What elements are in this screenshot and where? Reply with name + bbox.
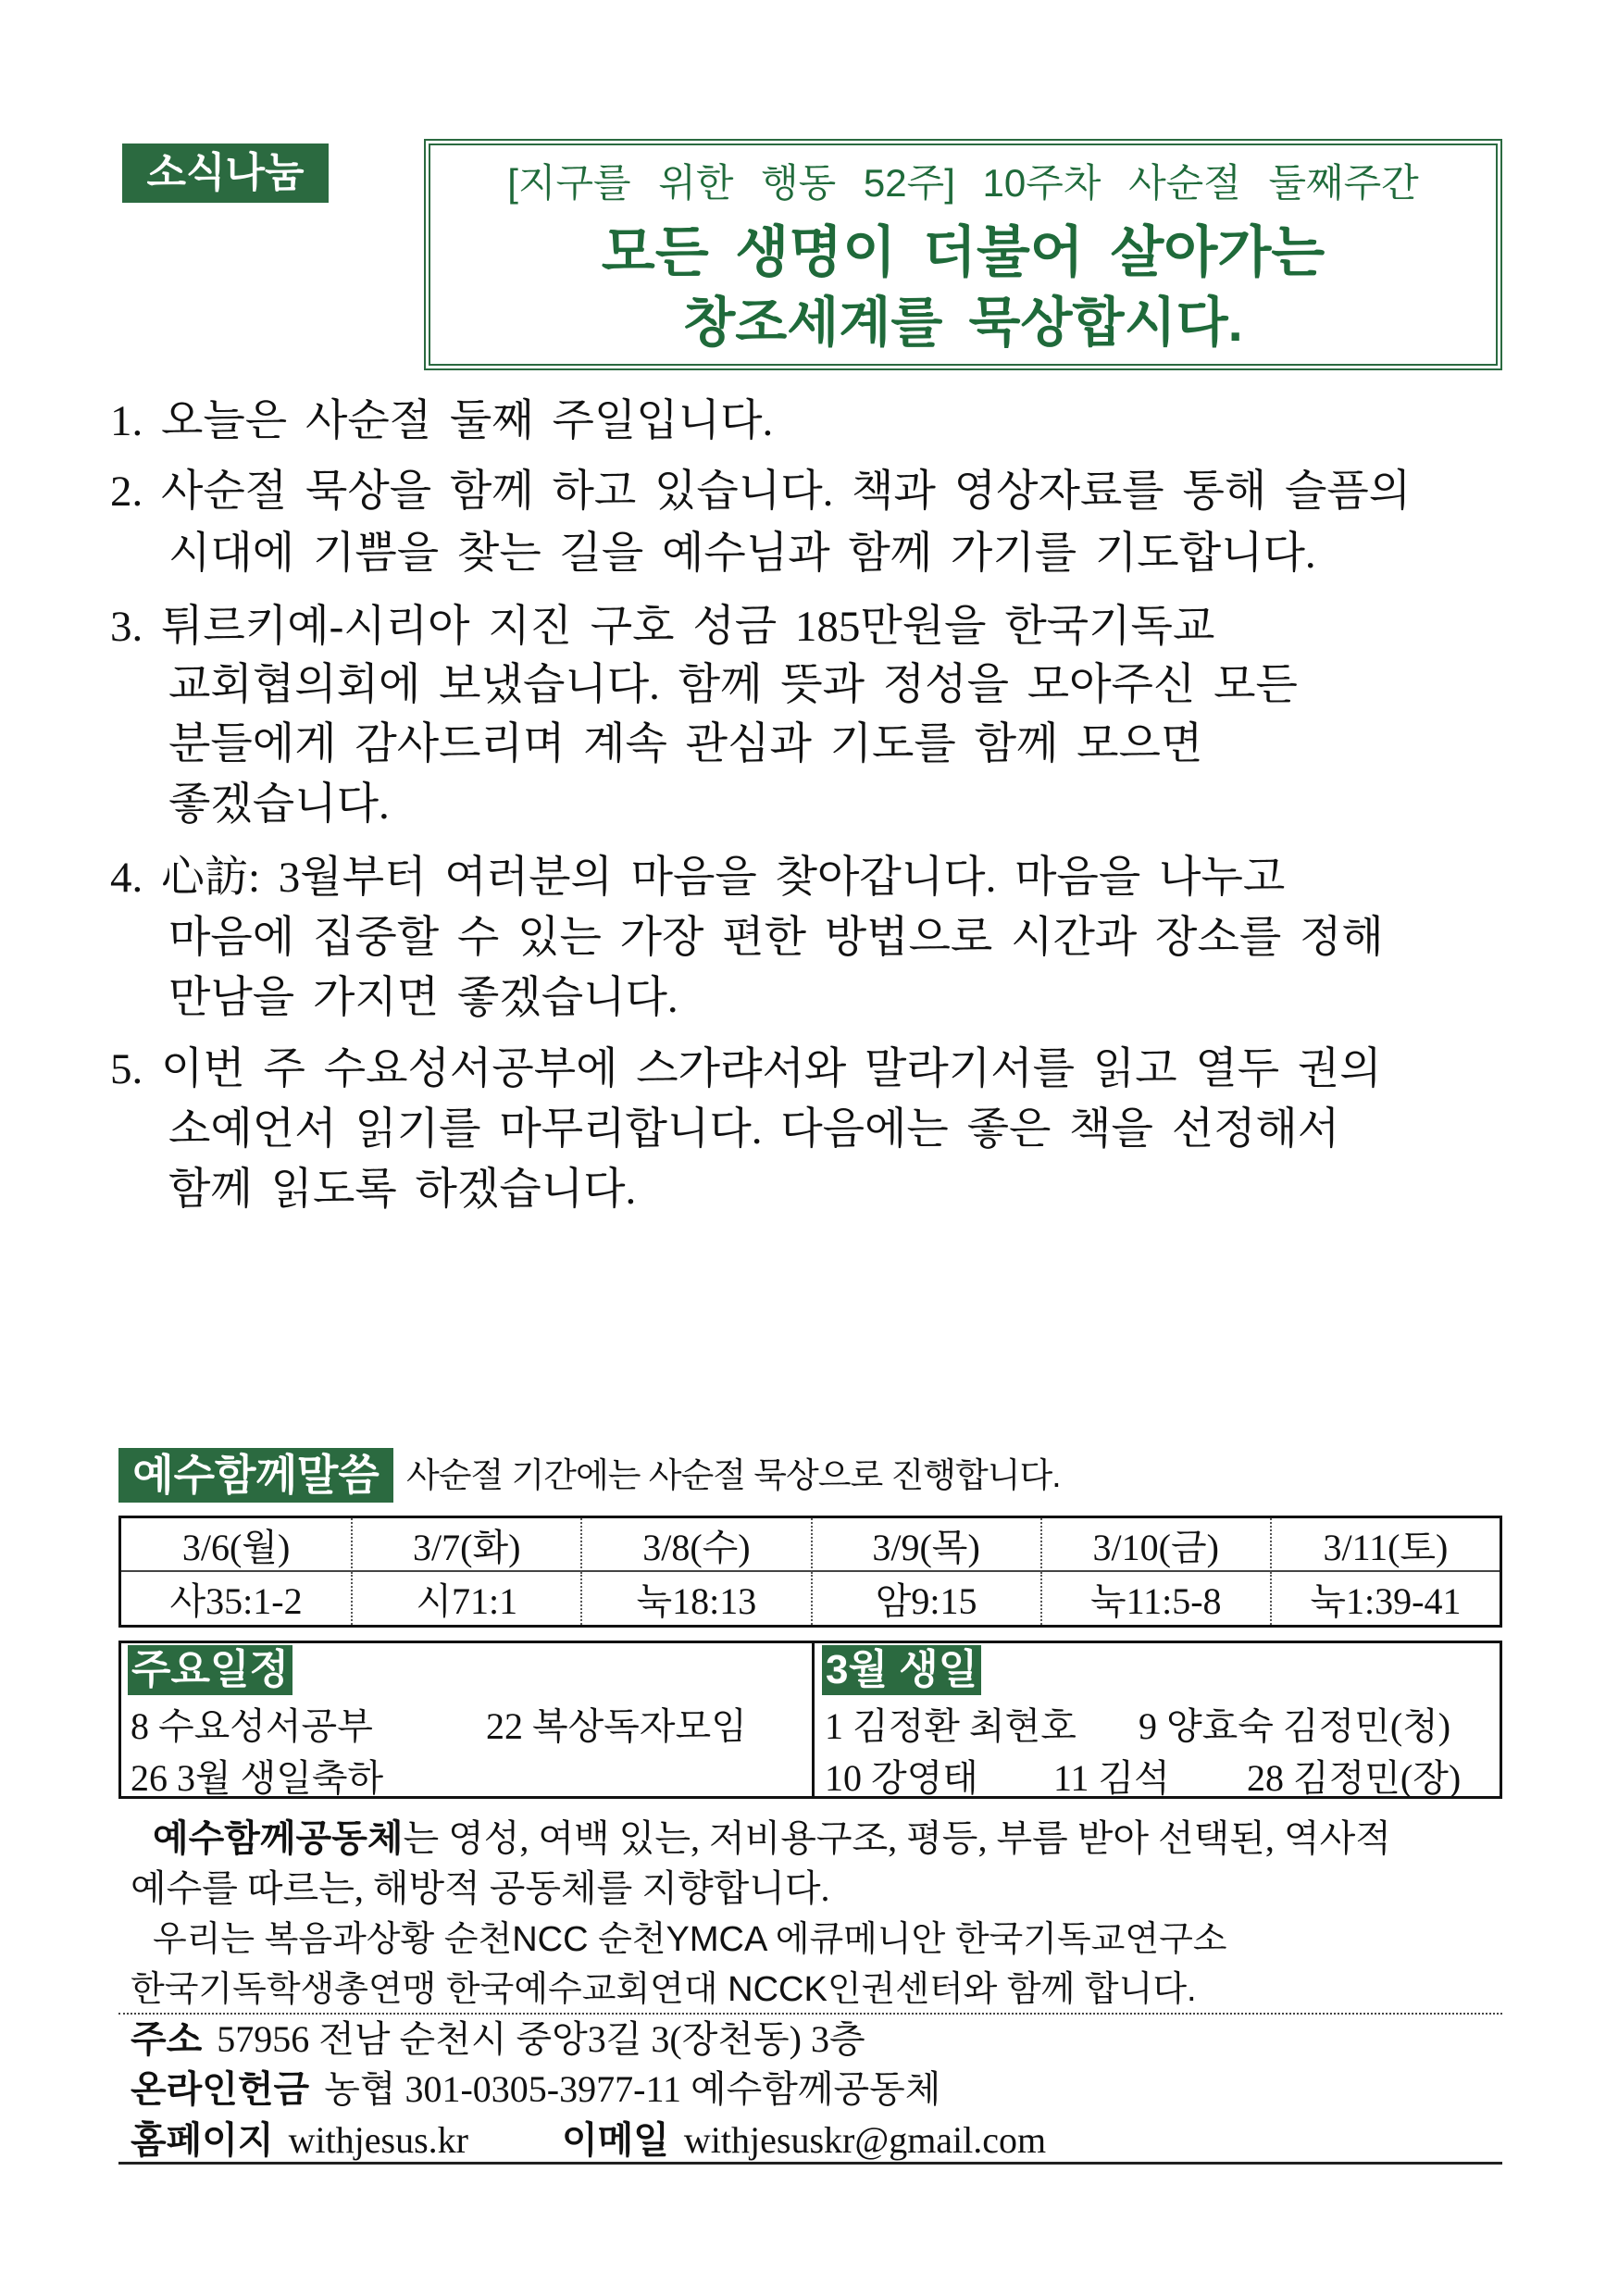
- email-line: [562, 2115, 1046, 2165]
- date-cell: 3/6(월): [121, 1518, 351, 1572]
- news-item-5-line: 소예언서 읽기를 마무리합니다. 다음에는 좋은 책을 선정해서: [168, 1105, 1340, 1154]
- birthday-entry: 28 김정민(장): [1247, 1757, 1462, 1799]
- offering-value: 농협 301-0305-3977-11 예수함께공동체: [324, 2068, 941, 2110]
- homepage-line: [131, 2115, 468, 2165]
- date-cell: 3/7(화): [351, 1518, 580, 1572]
- schedule-entry: 22 복상독자모임: [486, 1705, 747, 1747]
- schedule-label: 주요일정: [128, 1645, 292, 1695]
- news-item-3-line: 분들에게 감사드리며 계속 관심과 기도를 함께 모으면: [168, 720, 1203, 768]
- verse-cell: 암9:15: [811, 1572, 1040, 1625]
- scripture-table: [118, 1516, 1502, 1628]
- address-line: [131, 2015, 865, 2065]
- box-divider: [812, 1643, 815, 1796]
- verse-cell: 사35:1-2: [169, 1580, 303, 1622]
- homepage-value: withjesus.kr: [288, 2119, 468, 2161]
- news-item-4-line: 만남을 가지면 좋겠습니다.: [168, 974, 678, 1022]
- community-statement-text: 는 영성, 여백 있는, 저비용구조, 평등, 부름 받아 선택된, 역사적: [403, 1817, 1391, 1859]
- banner-subtitle: [지구를 위한 행동 52주] 10주차 사순절 둘째주간: [507, 161, 1419, 205]
- bottom-divider: [118, 2162, 1502, 2165]
- date-cell: 3/10(금): [1040, 1518, 1270, 1572]
- news-item-4-line: 마음에 집중할 수 있는 가장 편한 방법으로 시간과 장소를 정해: [168, 914, 1384, 962]
- community-statement-line: 예수를 따르는, 해방적 공동체를 지향합니다.: [131, 1867, 830, 1909]
- news-item-3-line: 3. 튀르키예-시리아 지진 구호 성금 185만원을 한국기독교: [110, 603, 1215, 651]
- campaign-banner: [424, 139, 1502, 370]
- offering-line: [131, 2065, 940, 2115]
- partners-line: 우리는 복음과상황 순천NCC 순천YMCA 에큐메니안 한국기독교연구소: [153, 1920, 1227, 1959]
- news-section-badge: 소식나눔: [122, 144, 329, 203]
- news-item-3-line: 교회협의회에 보냈습니다. 함께 뜻과 정성을 모아주신 모든: [168, 661, 1298, 709]
- news-item-1-line: 1. 오늘은 사순절 둘째 주일입니다.: [110, 397, 774, 445]
- birthday-label: 3월 생일: [822, 1645, 981, 1695]
- date-cell: 3/11(토): [1270, 1518, 1500, 1572]
- birthday-entry: 9 양효숙 김정민(청): [1139, 1705, 1451, 1747]
- community-name: 예수함께공동체: [153, 1818, 404, 1859]
- schedule-entry: 8 수요성서공부: [131, 1705, 373, 1747]
- schedule-birthday-box: [118, 1641, 1502, 1799]
- date-cell: 3/9(목): [811, 1518, 1040, 1572]
- banner-headline-line-1: 모든 생명이 더불어 살아가는: [601, 221, 1326, 283]
- news-item-5-line: 5. 이번 주 수요성서공부에 스가랴서와 말라기서를 읽고 열두 권의: [110, 1045, 1382, 1093]
- news-item-4-line: 4. 心訪: 3월부터 여러분의 마음을 찾아갑니다. 마음을 나누고: [110, 854, 1286, 902]
- scripture-section-badge: 예수함께말씀: [118, 1448, 393, 1503]
- schedule-entry: 26 3월 생일축하: [131, 1757, 384, 1799]
- news-item-2-line: 2. 사순절 묵상을 함께 하고 있습니다. 책과 영상자료를 통해 슬픔의: [110, 468, 1412, 516]
- verse-cell: 시71:1: [351, 1572, 580, 1625]
- address-value: 57956 전남 순천시 중앙3길 3(장천동) 3층: [217, 2018, 865, 2060]
- address-label: 주소: [131, 2019, 203, 2060]
- news-item-2-line: 시대에 기쁨을 찾는 길을 예수님과 함께 가기를 기도합니다.: [168, 530, 1316, 578]
- news-item-3-line: 좋겠습니다.: [168, 780, 390, 829]
- verse-cell: 눅18:13: [580, 1572, 810, 1625]
- birthday-entry: 1 김정환 최현호: [825, 1705, 1077, 1747]
- birthday-entry: 11 김석: [1053, 1757, 1170, 1799]
- news-item-5-line: 함께 읽도록 하겠습니다.: [168, 1166, 637, 1214]
- scripture-note: 사순절 기간에는 사순절 묵상으로 진행합니다.: [406, 1456, 1061, 1494]
- partners-line: 한국기독학생총연맹 한국예수교회연대 NCCK인권센터와 함께 합니다.: [131, 1970, 1197, 2009]
- community-statement-line: [153, 1814, 1391, 1864]
- birthday-entry: 10 강영태: [825, 1757, 978, 1799]
- email-value: withjesuskr@gmail.com: [683, 2119, 1047, 2161]
- verse-cell: 눅11:5-8: [1040, 1572, 1270, 1625]
- homepage-label: 홈페이지: [131, 2120, 274, 2161]
- date-cell: 3/8(수): [580, 1518, 810, 1572]
- verse-cell: 눅1:39-41: [1270, 1572, 1500, 1625]
- offering-label: 온라인헌금: [131, 2069, 310, 2110]
- email-label: 이메일: [562, 2120, 669, 2161]
- banner-headline-line-2: 창조세계를 묵상합시다.: [683, 293, 1243, 353]
